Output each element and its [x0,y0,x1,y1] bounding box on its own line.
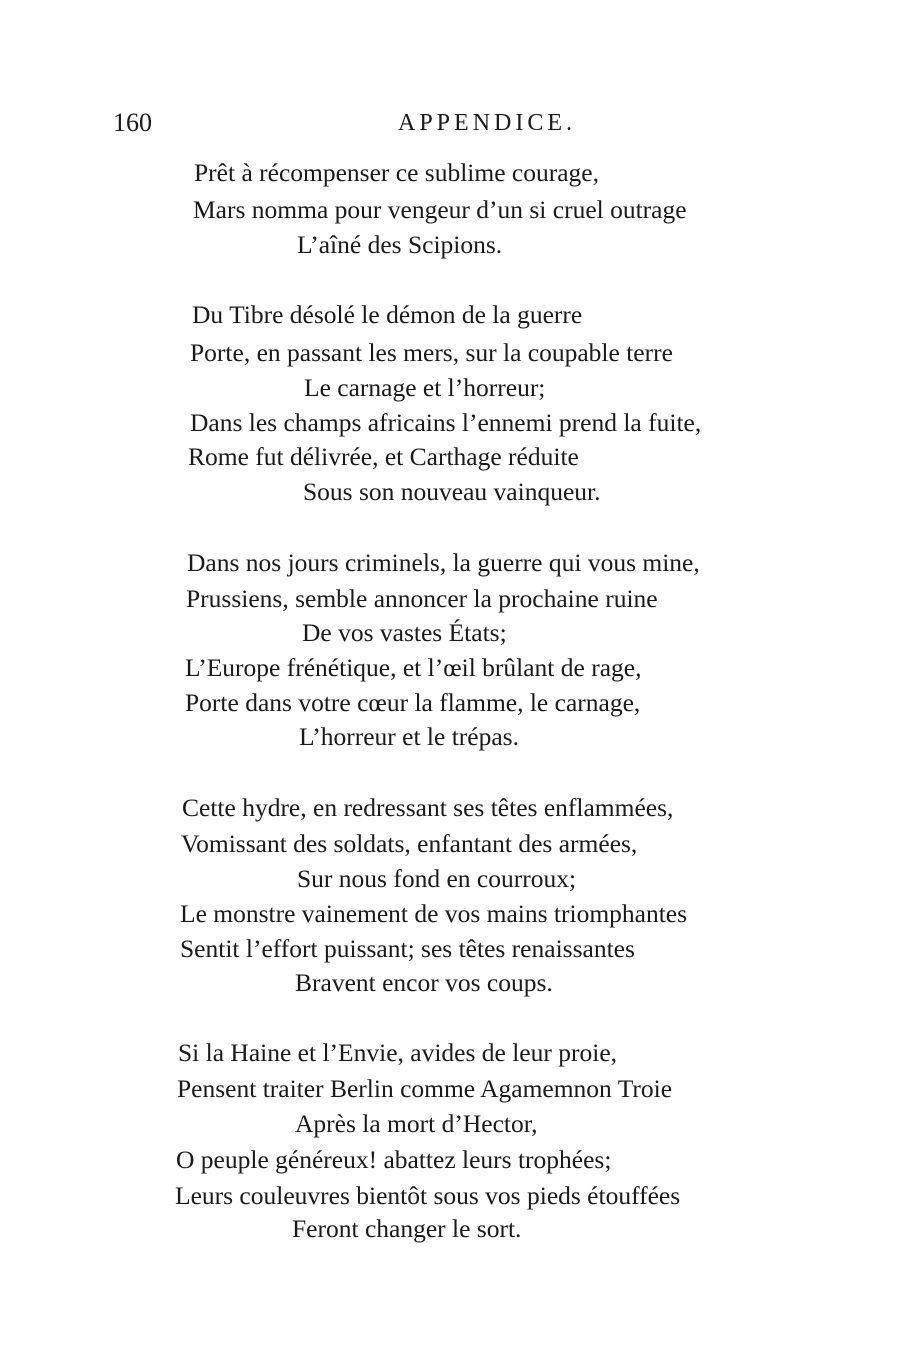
verse-line: Pensent traiter Berlin comme Agamemnon Troie [177,1074,673,1103]
verse-line: O peuple généreux! abattez leurs trophées; [176,1145,612,1174]
verse-line: Bravent encor vos coups. [295,968,553,997]
verse-line: Prêt à récompenser ce sublime courage, [194,158,599,187]
verse-line: Leurs couleuvres bientôt sous vos pieds étouffées [175,1181,681,1210]
running-head: APPENDICE. [398,110,577,136]
verse-line: L’Europe frénétique, et l’œil brûlant de rage, [185,653,642,682]
verse-line: Cette hydre, en redressant ses têtes enflammées, [182,793,674,822]
verse-line: Sur nous fond en courroux; [297,864,577,893]
verse-line: L’horreur et le trépas. [299,722,519,751]
verse-line: Prussiens, semble annoncer la prochaine ruine [186,584,658,613]
verse-line: Le monstre vainement de vos mains triomphantes [180,899,688,928]
verse-line: Dans nos jours criminels, la guerre qui vous mine, [187,548,700,577]
verse-line: Après la mort d’Hector, [295,1109,538,1138]
page-number: 160 [113,108,152,137]
verse-line: Sentit l’effort puissant; ses têtes renaissantes [180,934,635,963]
verse-line: Porte, en passant les mers, sur la coupable terre [190,338,673,367]
verse-line: Porte dans votre cœur la flamme, le carnage, [185,688,641,717]
verse-line: Dans les champs africains l’ennemi prend la fuite, [190,408,702,437]
verse-line: De vos vastes États; [302,618,507,647]
verse-line: Le carnage et l’horreur; [304,373,546,402]
verse-line: Vomissant des soldats, enfantant des armées, [181,829,638,858]
verse-line: L’aîné des Scipions. [297,230,503,259]
verse-line: Si la Haine et l’Envie, avides de leur proie, [178,1038,618,1067]
verse-line: Feront changer le sort. [292,1214,522,1243]
verse-line: Rome fut délivrée, et Carthage réduite [188,442,579,471]
verse-line: Mars nomma pour vengeur d’un si cruel outrage [193,195,687,224]
verse-line: Sous son nouveau vainqueur. [303,477,601,506]
verse-line: Du Tibre désolé le démon de la guerre [192,300,583,329]
